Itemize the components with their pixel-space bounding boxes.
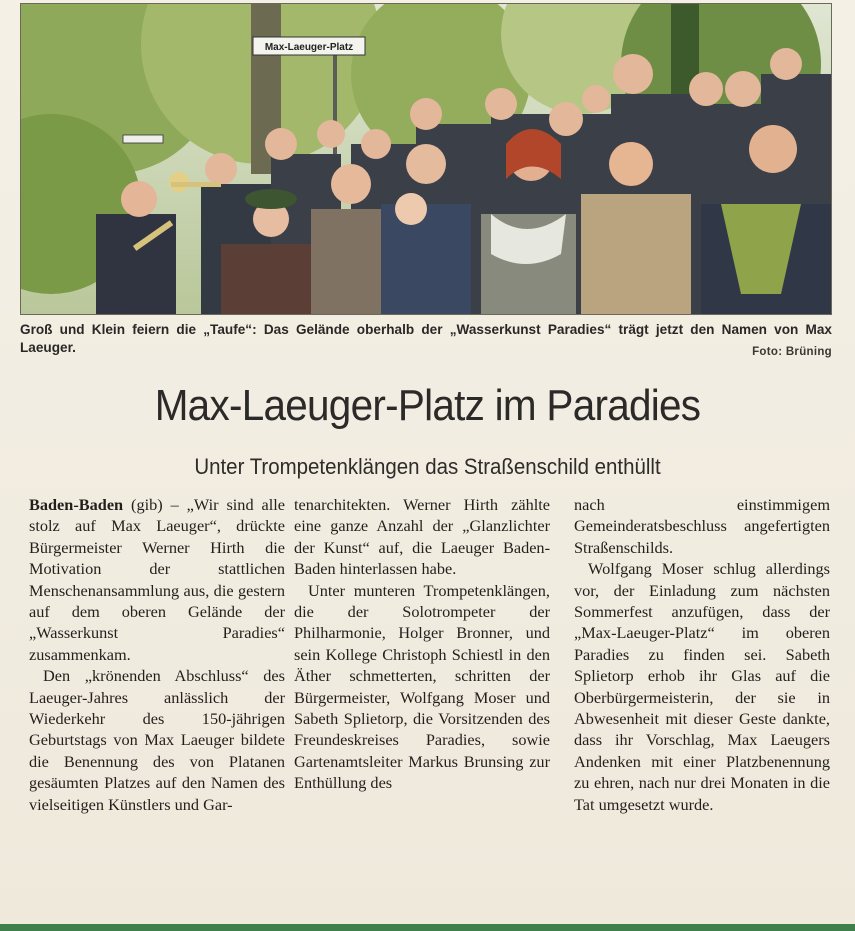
article-column-1	[29, 494, 285, 815]
article-column-3	[574, 494, 830, 815]
article-column-2	[294, 494, 550, 794]
group-photo	[20, 3, 832, 315]
bottom-color-bar	[0, 924, 855, 931]
subheadline: Unter Trompetenklängen das Straßenschild enthüllt	[194, 454, 661, 479]
headline: Max-Laeuger-Platz im Paradies	[154, 381, 701, 430]
article-paragraph	[29, 494, 285, 665]
article-paragraph: Unter munteren Trompetenklängen, die der Solotrompeter der Philharmonie, Holger Bronner, und sein Kollege Christoph Schiestl in den Äther schmetterten, schritten der Bürgermeister, Wolfgang Moser und Sabeth Splietorp, die Vorsitzenden des Freundeskreises Paradies, sowie Gartenamtsleiter Markus Brunsing zur Enthüllung des	[294, 580, 550, 793]
dateline: Baden-Baden	[29, 495, 124, 514]
photo-caption: Groß und Klein feiern die „Taufe“: Das Gelände oberhalb der „Wasserkunst Paradies“ trägt jetzt den Namen von Max Laeuger.	[20, 322, 832, 355]
paragraph-text: (gib) – „Wir sind alle stolz auf Max Laeuger“, drückte Bürgermeister Werner Hirth die Motivation der stattlichen Menschenansammlung aus, die gestern auf dem oberen Gelände der „Wasserkunst Paradies“ zusammenkam.	[29, 495, 285, 664]
article-paragraph: Wolfgang Moser schlug allerdings vor, der Einladung zum nächsten Sommerfest anzufügen, dass der „Max-Laeuger-Platz“ im oberen Paradies zu finden sei. Sabeth Splietorp erhob ihr Glas auf die Oberbürgermeisterin, der sie in Abwesenheit mit dieser Geste dankte, dass ihr Vorschlag, Max Laeugers Andenken mit einer Platzbenennung zu ehren, nach nur drei Monaten in die Tat umgesetzt wurde.	[574, 559, 830, 814]
article-paragraph: tenarchitekten. Werner Hirth zählte eine ganze Anzahl der „Glanzlichter der Kunst“ auf, die Laeuger Baden-Baden hinterlassen habe.	[294, 495, 550, 579]
article-paragraph: nach einstimmigem Gemeinderatsbeschluss angefertigten Straßenschilds.	[574, 495, 830, 557]
street-sign-text: Max-Laeuger-Platz	[264, 42, 354, 53]
article-paragraph: Den „krönenden Abschluss“ des Laeuger-Jahres anlässlich der Wiederkehr des 150-jährigen Geburtstags von Max Laeuger bildete die Benennung des von Platanen gesäumten Platzes auf den Namen des vielseitigen Künstlers und Gar-	[29, 666, 285, 814]
photo-credit: Foto: Brüning	[752, 346, 832, 358]
